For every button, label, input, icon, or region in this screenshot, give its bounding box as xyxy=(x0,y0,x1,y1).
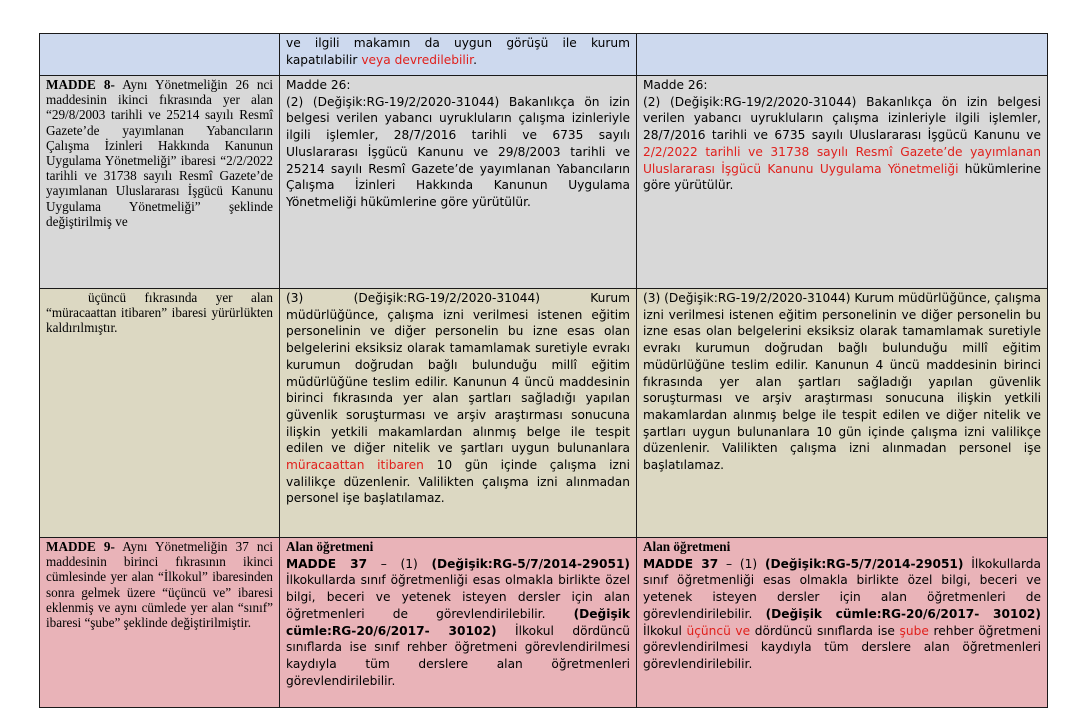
body-text-part: rehber öğretmeni görevlendirilmesi kaydıyla tüm derslere alan öğretmenleri görevlendirilebilir. xyxy=(643,623,1042,671)
new-text-cell xyxy=(637,538,1048,708)
article-heading: Madde 26: xyxy=(286,78,351,92)
changed-text: şube xyxy=(899,623,929,638)
article-number: MADDE 37 xyxy=(643,556,719,571)
article-number: MADDE 8- xyxy=(46,77,115,92)
current-text-cell xyxy=(280,34,637,76)
changed-text: üçüncü ve xyxy=(686,623,751,638)
amendment-reference: (Değişik:RG-5/7/2014-29051) xyxy=(431,556,631,571)
table-row xyxy=(40,34,1048,76)
changed-text: 2/2/2022 tarihli ve 31738 sayılı Resmî Gazete’de yayımlanan Uluslararası İşgücü Kanunu Uygulama Yönetmeliği xyxy=(643,144,1041,176)
body-text-part: – (1) xyxy=(718,556,765,571)
body-text-part: İlkokullarda sınıf öğretmenliği esas olmakla birlikte özel bilgi, beceri ve yetenek isteyen dersler için alan öğretmenleri de görevlendirilebilir. xyxy=(643,556,1041,621)
article-number: MADDE 37 xyxy=(286,556,368,571)
table-row xyxy=(40,538,1048,708)
article-number: MADDE 9- xyxy=(46,539,115,554)
body-text-part: İlkokullarda sınıf öğretmenliği esas olmakla birlikte özel bilgi, beceri ve yetenek isteyen dersler için alan öğretmenleri de görevlendirilebilir. xyxy=(286,573,630,621)
body-text-part: İlkokul dördüncü sınıflarda ise sınıf rehber öğretmeni görevlendirilmesi kaydıyla tüm derslere alan öğretmenleri görevlendirilebilir. xyxy=(286,623,630,688)
article-heading: Madde 26: xyxy=(643,78,708,92)
body-text-part: – (1) xyxy=(367,556,432,571)
comparison-table xyxy=(39,33,1048,708)
changed-text: müracaattan itibaren xyxy=(286,458,424,473)
new-text-cell xyxy=(637,34,1048,76)
amendment-cell xyxy=(40,289,280,538)
body-text: . xyxy=(473,52,477,67)
current-text-cell xyxy=(280,289,637,538)
amendment-cell xyxy=(40,538,280,708)
body-text xyxy=(643,556,1041,673)
current-text-cell xyxy=(280,538,637,708)
amendment-reference: (Değişik:RG-5/7/2014-29051) xyxy=(764,556,964,571)
amendment-cell xyxy=(40,76,280,289)
new-text-cell: (3) (Değişik:RG-19/2/2020-31044) Kurum müdürlüğünce, çalışma izni verilmesi istenen eğitim personelinin ve diğer personelin bu izne esas olan belgelerini eksiksiz olarak tamamlamak suretiyle evrakı kurumun doğrudan bağlı bulunduğu millî eğitim müdürlüğüne teslim edilir. Kanunun 4 üncü maddesinin birinci fıkrasında yer alan şartları sağladığı yapılan güvenlik soruşturması ve arşiv araştırması sonucuna ilişkin yetkili makamlardan alınmış belge ile tespit edilen ve diğer nitelik ve şartları uygun bulunanlara 10 gün içinde çalışma izni valilikçe düzenlenir. Valilikten çalışma izni alınmadan personel işe başlatılamaz. xyxy=(637,289,1048,538)
changed-text: veya devredilebilir xyxy=(361,52,474,67)
body-text xyxy=(286,556,630,690)
table-row xyxy=(40,289,1048,538)
body-text: ve ilgili makamın da uygun görüşü ile kurum kapatılabilir xyxy=(286,36,630,67)
body-text: (3) (Değişik:RG-19/2/2020-31044) Kurum müdürlüğünce, çalışma izni verilmesi istenen eğitim personelinin ve diğer personelin bu izne esas olan belgelerini eksiksiz olarak tamamlamak suretiyle evrakı kurumun doğrudan bağlı bulunduğu millî eğitim müdürlüğüne teslim edilir. Kanunun 4 üncü maddesinin birinci fıkrasında yer alan şartları sağladığı yapılan güvenlik soruşturması ve arşiv araştırması sonucuna ilişkin yetkili makamlardan alınmış belge ile tespit edilen ve diğer nitelik ve şartları uygun bulunanlara xyxy=(286,291,630,456)
body-text-part: (2) (Değişik:RG-19/2/2020-31044) Bakanlıkça ön izin belgesi verilen yabancı uyrukluların çalışma izinleriyle ilgili işlemler, 28/7/2016 tarihli ve 6735 sayılı Uluslararası İşgücü Kanunu ve xyxy=(643,94,1041,143)
new-text-cell xyxy=(637,76,1048,289)
amendment-reference: (Değişik cümle:RG-20/6/2017- 30102) xyxy=(286,606,630,638)
body-text-part: İlkokul xyxy=(643,623,687,638)
body-text: (2) (Değişik:RG-19/2/2020-31044) Bakanlıkça ön izin belgesi verilen yabancı uyrukluların çalışma izinleriyle ilgili işlemler, 28/7/2016 tarihli ve 6735 sayılı Uluslararası İşgücü Kanunu ve 29/8/2003 tarihli ve 25214 sayılı Resmî Gazete’de yayımlanan Yabancıların Çalışma İzinleri Hakkında Kanunun Uygulama Yönetmeliği hükümlerine göre yürütülür. xyxy=(286,94,630,209)
body-text xyxy=(643,94,1041,194)
amendment-reference: (Değişik cümle:RG-20/6/2017- 30102) xyxy=(765,606,1041,621)
article-heading: Alan öğretmeni xyxy=(286,539,374,554)
amendment-text: üçüncü fıkrasında yer alan “müracaattan itibaren” ibaresi yürürlükten kaldırılmıştır. xyxy=(46,290,273,336)
article-heading: Alan öğretmeni xyxy=(643,539,731,554)
amendment-text: Aynı Yönetmeliğin 26 nci maddesinin ikinci fıkrasında yer alan “29/8/2003 tarihli ve 25214 sayılı Resmî Gazete’de yayımlanan Yabancıların Çalışma İzinleri Hakkında Kanunun Uygulama Yönetmeliği” ibaresi “2/2/2022 tarihli ve 31738 sayılı Resmî Gazete’de yayımlanan Uluslararası İşgücü Kanunu Uygulama Yönetmeliği” şeklinde değiştirilmiş ve xyxy=(46,77,273,229)
amendment-text: Aynı Yönetmeliğin 37 nci maddesinin birinci fıkrasının ikinci cümlesinde yer alan “İlkokul” ibaresinden sonra gelmek üzere “üçüncü ve” ibaresi eklenmiş ve aynı cümlede yer alan “sınıf” ibaresi “şube” şeklinde değiştirilmiştir. xyxy=(46,539,273,631)
body-text-part: dördüncü sınıflarda ise xyxy=(750,623,900,638)
body-text: 10 gün içinde çalışma izni valilikçe düzenlenir. Valilikten çalışma izni alınmadan personel işe başlatılamaz. xyxy=(286,458,630,506)
amendment-cell xyxy=(40,34,280,76)
table-row xyxy=(40,76,1048,289)
current-text-cell xyxy=(280,76,637,289)
body-text-part: hükümlerine göre yürütülür. xyxy=(643,161,1042,193)
